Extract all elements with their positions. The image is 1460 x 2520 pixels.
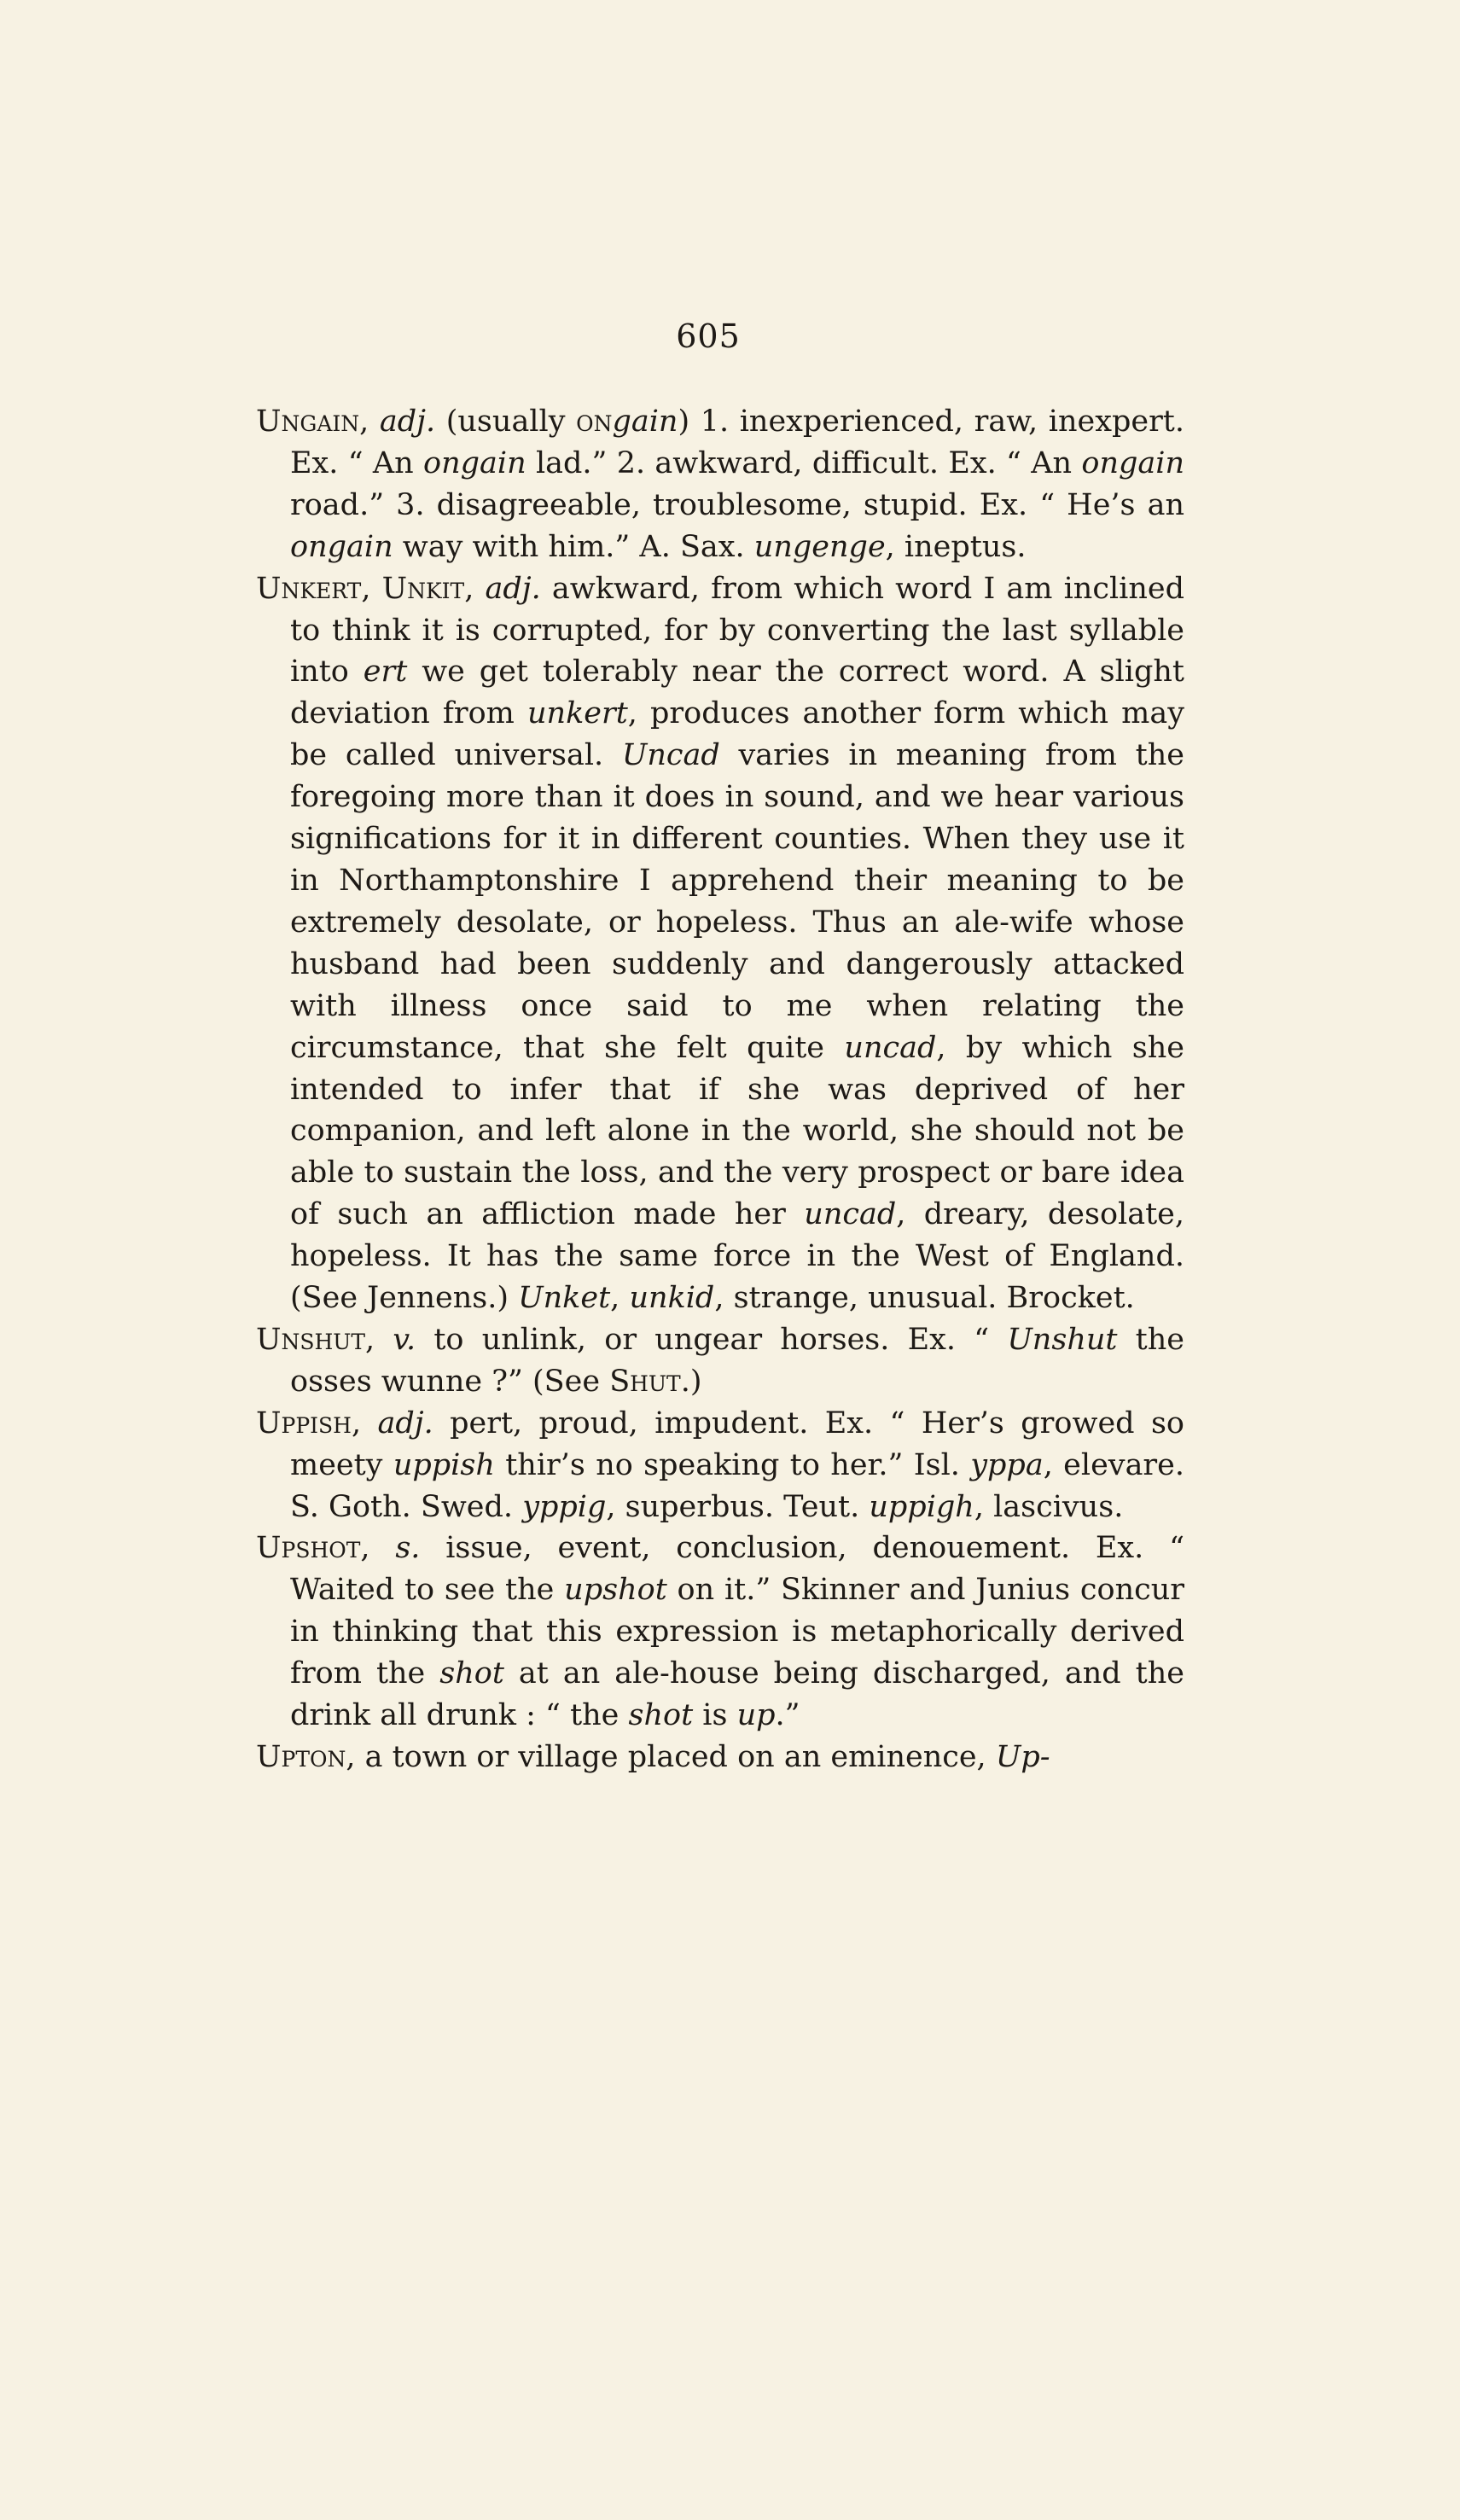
entry-headword: Unshut bbox=[256, 1322, 366, 1357]
glossary-entry bbox=[256, 1737, 1184, 1778]
glossary-entry bbox=[256, 1319, 1184, 1403]
italic-text: Unket bbox=[518, 1281, 611, 1316]
entry-headword: Unkert bbox=[256, 571, 362, 606]
glossary-entry bbox=[256, 401, 1184, 568]
entry-text: .) bbox=[680, 1364, 702, 1399]
entry-text: , bbox=[464, 571, 486, 606]
entry-text: lad.” 2. awkward, difficult. Ex. “ An bbox=[526, 445, 1082, 480]
entry-text: way with him.” A. Sax. bbox=[393, 529, 754, 564]
entry-text: , bbox=[360, 1531, 396, 1566]
small-caps-text: on bbox=[576, 404, 613, 439]
entry-headword: Ungain bbox=[256, 404, 360, 439]
entry-headword: Uppish bbox=[256, 1405, 352, 1440]
entry-text: , superbus. Teut. bbox=[606, 1489, 870, 1524]
italic-text: up bbox=[736, 1698, 776, 1733]
italic-text: uppish bbox=[393, 1447, 495, 1482]
glossary-entry bbox=[256, 1528, 1184, 1737]
entry-text: , a town or village placed on an eminence, bbox=[346, 1740, 996, 1774]
entry-text: at an ale-house being discharged, and the drink all drunk : “ the bbox=[290, 1656, 1184, 1733]
small-caps-text: Shut bbox=[609, 1364, 681, 1399]
entry-text: , produces another form which may be called universal. bbox=[290, 696, 1184, 773]
entry-text: issue, event, conclusion, denouement. Ex. “ Waited to see the bbox=[290, 1531, 1184, 1608]
italic-text: s. bbox=[395, 1531, 421, 1566]
italic-text: gain bbox=[612, 404, 678, 439]
italic-text: Up- bbox=[995, 1740, 1050, 1774]
entry-text: thir’s no speaking to her.” Isl. bbox=[494, 1447, 971, 1482]
entry-text: we get tolerably near the correct word. A slight deviation from bbox=[290, 655, 1184, 731]
italic-text: ongain bbox=[423, 445, 526, 480]
italic-text: v. bbox=[393, 1322, 416, 1357]
entry-text: , elevare. S. Goth. Swed. bbox=[290, 1447, 1185, 1524]
italic-text: yppa bbox=[970, 1447, 1044, 1482]
entry-text: , bbox=[610, 1281, 630, 1316]
glossary-entry bbox=[256, 568, 1184, 1319]
italic-text: ongain bbox=[290, 529, 393, 564]
entry-text: .” bbox=[775, 1698, 800, 1733]
italic-text: Unshut bbox=[1007, 1322, 1118, 1357]
glossary-text bbox=[256, 401, 1184, 1778]
entry-text: , lascivus. bbox=[974, 1489, 1124, 1524]
italic-text: shot bbox=[439, 1656, 504, 1691]
italic-text: shot bbox=[628, 1698, 694, 1733]
glossary-entry bbox=[256, 1403, 1184, 1528]
italic-text: ungenge bbox=[753, 529, 886, 564]
entry-text: on it.” Skinner and Junius concur in thinking that this expression is metaphorically derived from the bbox=[290, 1573, 1184, 1691]
entry-text: , dreary, desolate, hopeless. It has the same force in the West of England. (See Jennens.) bbox=[290, 1197, 1184, 1316]
italic-text: adj. bbox=[379, 404, 436, 439]
page-number: 605 bbox=[676, 317, 741, 355]
italic-text: uncad bbox=[844, 1030, 937, 1065]
italic-text: Uncad bbox=[621, 738, 720, 773]
italic-text: upshot bbox=[564, 1573, 667, 1608]
entry-text: , ineptus. bbox=[885, 529, 1027, 564]
entry-text: ) 1. inexperienced, raw, inexpert. Ex. “ An bbox=[290, 404, 1184, 480]
entry-text: , bbox=[365, 1322, 393, 1357]
small-caps-text: Unkit bbox=[381, 571, 465, 606]
entry-headword: Upshot bbox=[256, 1531, 361, 1566]
italic-text: unkid bbox=[629, 1281, 715, 1316]
entry-text: road.” 3. disagreeable, troublesome, stupid. Ex. “ He’s an bbox=[290, 487, 1184, 522]
entry-text: , strange, unusual. Brocket. bbox=[714, 1281, 1135, 1316]
entry-text: (usually bbox=[435, 404, 577, 439]
entry-text: is bbox=[693, 1698, 737, 1733]
italic-text: uppigh bbox=[869, 1489, 974, 1524]
entry-text: , bbox=[361, 571, 382, 606]
entry-text: awkward, from which word I am inclined to think it is corrupted, for by converting the last syllable into bbox=[290, 571, 1184, 690]
entry-headword: Upton bbox=[256, 1740, 346, 1774]
entry-text: , by which she intended to infer that if she was deprived of her companion, and left alone in the world, she should not be able to sustain the loss, and the very prospect or bare idea of such an affliction made her bbox=[290, 1030, 1184, 1232]
italic-text: yppig bbox=[522, 1489, 607, 1524]
italic-text: unkert bbox=[526, 696, 628, 731]
entry-text: pert, proud, impudent. Ex. “ Her’s growed so meety bbox=[290, 1405, 1184, 1482]
entry-text: varies in meaning from the foregoing more than it does in sound, and we hear various significations for it in different counties. When they use it in Northamptonshire I apprehend their meaning to be extremely desolate, or hopeless. Thus an ale-wife whose husband had been suddenly and dangerously attacked with illness once said to me when relating the circumstance, that she felt quite bbox=[290, 738, 1184, 1065]
italic-text: adj. bbox=[377, 1405, 433, 1440]
italic-text: ert bbox=[363, 655, 408, 690]
entry-text: , bbox=[359, 404, 380, 439]
italic-text: ongain bbox=[1081, 445, 1184, 480]
entry-text: the osses wunne ?” (See bbox=[290, 1322, 1184, 1399]
entry-text: to unlink, or ungear horses. Ex. “ bbox=[416, 1322, 1008, 1357]
italic-text: uncad bbox=[804, 1197, 897, 1232]
entry-text: , bbox=[351, 1405, 378, 1440]
italic-text: adj. bbox=[485, 571, 541, 606]
